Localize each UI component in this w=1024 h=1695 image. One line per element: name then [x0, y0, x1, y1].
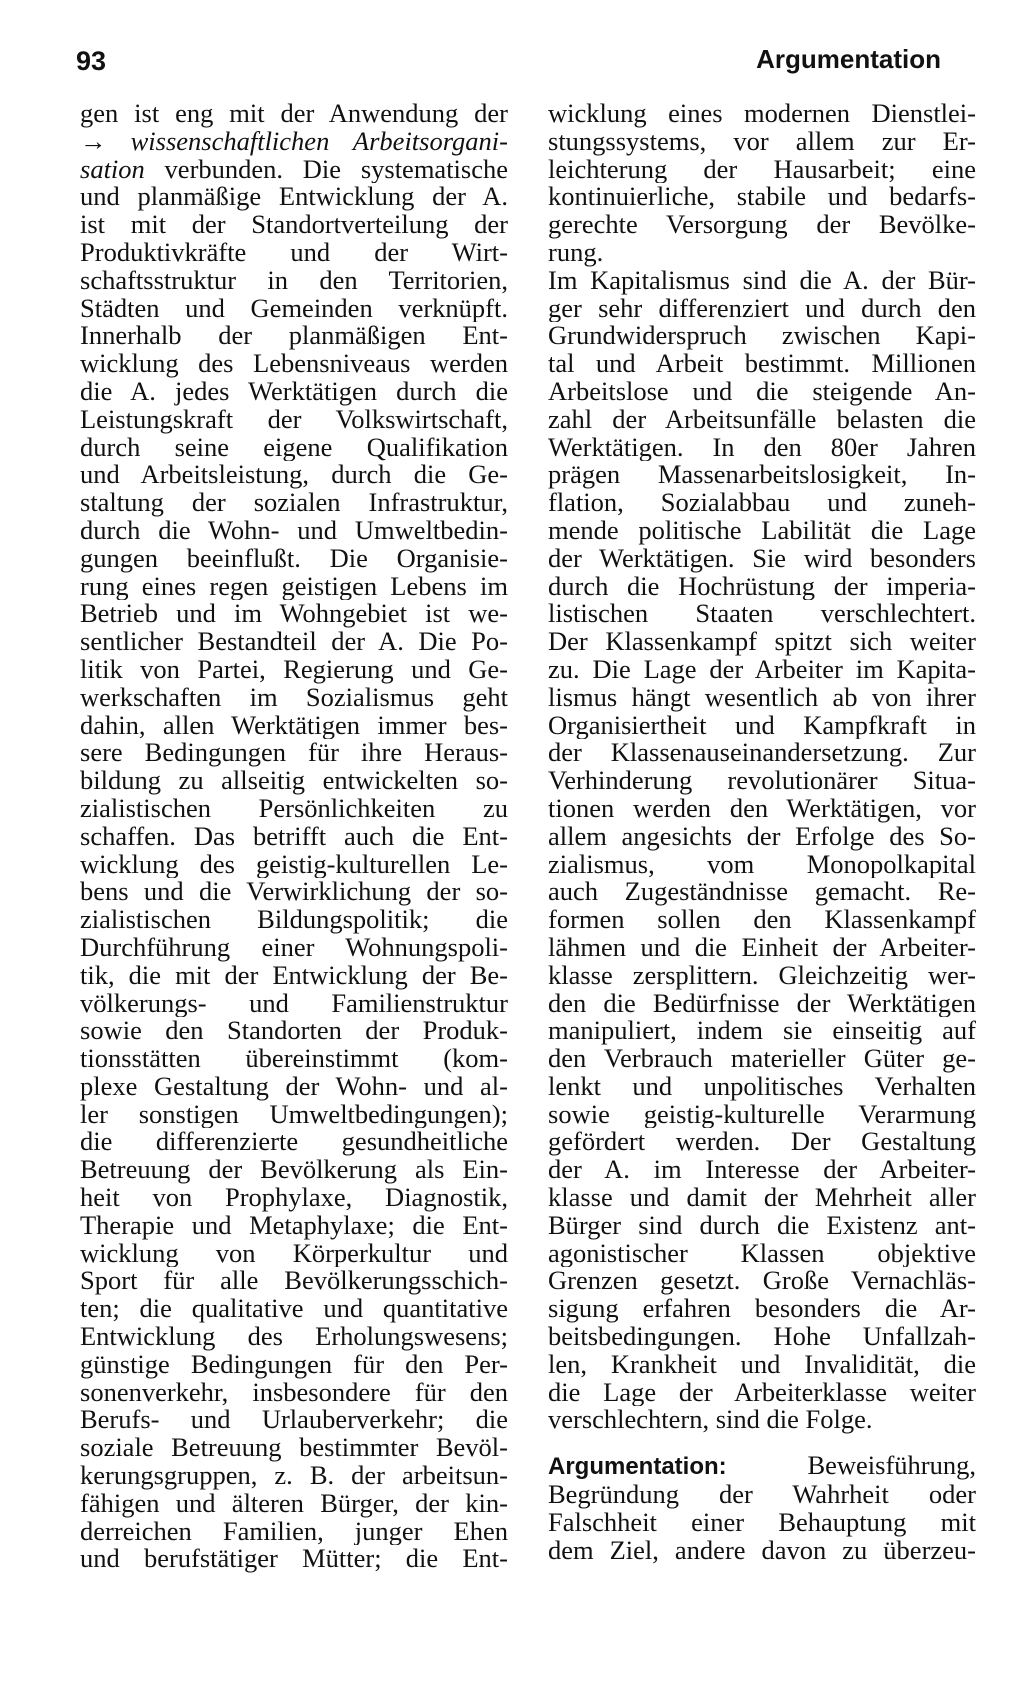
text-line: stungssystems, vor allem zur Er- — [548, 127, 976, 156]
text-line: Therapie und Metaphylaxe; die Ent- — [80, 1211, 508, 1240]
entry-term: Argumentation: — [548, 1453, 727, 1481]
text-line: gerechte Versorgung der Bevölke- — [548, 211, 976, 239]
text-line: Leistungskraft der Volkswirtschaft, — [80, 405, 508, 434]
text-line: allem angesichts der Erfolge des So- — [548, 822, 976, 851]
text-line: Der Klassenkampf spitzt sich weiter — [548, 628, 976, 656]
text-line: len, Krankheit und Invalidität, die — [548, 1350, 976, 1379]
text-line: wicklung des geistig-kulturellen Le- — [80, 850, 508, 879]
text-line: dem Ziel, andere davon zu überzeu- — [548, 1536, 976, 1565]
text-line: und Arbeitsleistung, durch die Ge- — [80, 461, 508, 490]
text-line: lenkt und unpolitisches Verhalten — [548, 1072, 976, 1101]
text-line: soziale Betreuung bestimmter Bevöl- — [80, 1434, 508, 1463]
text-line: Entwicklung des Erholungswesens; — [80, 1323, 508, 1351]
text-line: lismus hängt wesentlich ab von ihrer — [548, 683, 976, 712]
text-line: schaffen. Das betrifft auch die Ent- — [80, 822, 508, 851]
text-line: schaftsstruktur in den Territorien, — [80, 266, 508, 295]
text-line: den Verbrauch materieller Güter ge- — [548, 1045, 976, 1073]
page-number: 93 — [76, 46, 107, 76]
text-line: ger sehr differenziert und durch den — [548, 294, 976, 323]
text-line: Arbeitslose und die steigende An- — [548, 377, 976, 406]
text-line: Im Kapitalismus sind die A. der Bür- — [548, 266, 976, 295]
text-fragment: verbunden. Die systematische — [144, 155, 508, 184]
text-line: tionsstätten übereinstimmt (kom- — [80, 1045, 508, 1073]
text-line: kontinuierliche, stabile und bedarfs- — [548, 183, 976, 212]
text-line: zialismus, vom Monopolkapital — [548, 850, 976, 879]
text-line: flation, Sozialabbau und zuneh- — [548, 489, 976, 517]
text-line: Sport für alle Bevölkerungsschich- — [80, 1267, 508, 1296]
text-line: Städten und Gemeinden verknüpft. — [80, 294, 508, 323]
text-line: günstige Bedingungen für den Per- — [80, 1350, 508, 1379]
text-line-crossref — [80, 128, 508, 156]
text-line: manipuliert, indem sie einseitig auf — [548, 1017, 976, 1046]
text-line: leichterung der Hausarbeit; eine — [548, 155, 976, 184]
text-line: Organisiertheit und Kampfkraft in — [548, 711, 976, 740]
text-line: tionen werden den Werktätigen, vor — [548, 794, 976, 823]
text-line: Betrieb und im Wohngebiet ist we- — [80, 600, 508, 629]
text-line: gen ist eng mit der Anwendung der — [80, 100, 508, 128]
running-head: Argumentation — [756, 44, 941, 74]
text-line: Bürger sind durch die Existenz ant- — [548, 1211, 976, 1240]
text-line: wicklung von Körperkultur und — [80, 1239, 508, 1268]
text-line: beitsbedingungen. Hohe Unfallzah- — [548, 1323, 976, 1351]
text-line: Produktivkräfte und der Wirt- — [80, 238, 508, 267]
text-line: zu. Die Lage der Arbeiter im Kapita- — [548, 655, 976, 684]
text-line: Durchführung einer Wohnungspoli- — [80, 933, 508, 962]
text-line: den die Bedürfnisse der Werktätigen — [548, 989, 976, 1018]
text-line: Werktätigen. In den 80er Jahren — [548, 433, 976, 462]
text-line: plexe Gestaltung der Wohn- und al- — [80, 1072, 508, 1101]
text-line: bildung zu allseitig entwickelten so- — [80, 767, 508, 795]
text-line: ler sonstigen Umweltbedingungen); — [80, 1100, 508, 1129]
text-line: die A. jedes Werktätigen durch die — [80, 377, 508, 406]
text-line: klasse zersplittern. Gleichzeitig wer- — [548, 961, 976, 990]
text-line: ist mit der Standortverteilung der — [80, 211, 508, 239]
text-line: der A. im Interesse der Arbeiter- — [548, 1156, 976, 1185]
text-line: tik, die mit der Entwicklung der Be- — [80, 961, 508, 990]
text-line: zialistischen Persönlichkeiten zu — [80, 794, 508, 823]
text-line: Begründung der Wahrheit oder — [548, 1481, 976, 1509]
text-line: formen sollen den Klassenkampf — [548, 906, 976, 934]
text-line: gefördert werden. Der Gestaltung — [548, 1128, 976, 1157]
text-line: listischen Staaten verschlechtert. — [548, 600, 976, 629]
text-line: derreichen Familien, junger Ehen — [80, 1517, 508, 1546]
text-line: fähigen und älteren Bürger, der kin- — [80, 1489, 508, 1518]
text-line — [80, 156, 508, 184]
text-line: wicklung eines modernen Dienstlei- — [548, 100, 976, 128]
text-line: wicklung des Lebensniveaus werden — [80, 350, 508, 378]
entry-separator — [548, 1434, 976, 1452]
text-line: lähmen und die Einheit der Arbeiter- — [548, 933, 976, 962]
text-line: der Werktätigen. Sie wird besonders — [548, 544, 976, 573]
text-line: dahin, allen Werktätigen immer bes- — [80, 711, 508, 740]
text-line: rung eines regen geistigen Lebens im — [80, 572, 508, 601]
text-line: die differenzierte gesundheitliche — [80, 1128, 508, 1157]
text-line: der Klassenauseinandersetzung. Zur — [548, 739, 976, 768]
text-line: werkschaften im Sozialismus geht — [80, 683, 508, 712]
text-line: sere Bedingungen für ihre Heraus- — [80, 739, 508, 768]
cross-reference-term[interactable]: wissenschaftlichen Arbeitsorgani- — [130, 127, 508, 156]
text-line: Falschheit einer Behauptung mit — [548, 1508, 976, 1537]
right-column — [548, 100, 976, 1564]
text-line: auch Zugeständnisse gemacht. Re- — [548, 878, 976, 907]
text-line: und planmäßige Entwicklung der A. — [80, 183, 508, 212]
text-line: agonistischer Klassen objektive — [548, 1239, 976, 1268]
text-line: staltung der sozialen Infrastruktur, — [80, 489, 508, 517]
text-line: durch seine eigene Qualifikation — [80, 433, 508, 462]
text-line: zahl der Arbeitsunfälle belasten die — [548, 405, 976, 434]
text-line: Grundwiderspruch zwischen Kapi- — [548, 322, 976, 351]
text-line: sowie den Standorten der Produk- — [80, 1017, 508, 1046]
text-line: die Lage der Arbeiterklasse weiter — [548, 1378, 976, 1407]
text-line: rung. — [548, 238, 604, 267]
text-line: durch die Wohn- und Umweltbedin- — [80, 516, 508, 545]
text-line: Innerhalb der planmäßigen Ent- — [80, 322, 508, 351]
entry-definition-start: Beweisführung, — [726, 1452, 976, 1481]
text-line: heit von Prophylaxe, Diagnostik, — [80, 1184, 508, 1212]
text-line: Grenzen gesetzt. Große Vernachläs- — [548, 1267, 976, 1296]
text-line: völkerungs- und Familienstruktur — [80, 989, 508, 1018]
text-line: prägen Massenarbeitslosigkeit, In- — [548, 461, 976, 490]
text-line: sonenverkehr, insbesondere für den — [80, 1378, 508, 1407]
left-column — [80, 100, 508, 1573]
text-line: Betreuung der Bevölkerung als Ein- — [80, 1156, 508, 1185]
cross-reference-arrow: → — [80, 127, 107, 156]
text-line: sigung erfahren besonders die Ar- — [548, 1295, 976, 1324]
text-line: kerungsgruppen, z. B. der arbeitsun- — [80, 1462, 508, 1490]
text-line: ten; die qualitative und quantitative — [80, 1295, 508, 1324]
entry-headline — [548, 1452, 976, 1481]
text-line: bens und die Verwirklichung der so- — [80, 878, 508, 907]
text-line: zialistischen Bildungspolitik; die — [80, 906, 508, 934]
text-line: klasse und damit der Mehrheit aller — [548, 1184, 976, 1212]
text-line: sowie geistig-kulturelle Verarmung — [548, 1100, 976, 1129]
text-line: durch die Hochrüstung der imperia- — [548, 572, 976, 601]
text-line: und berufstätiger Mütter; die Ent- — [80, 1545, 508, 1574]
text-line: Berufs- und Urlauberverkehr; die — [80, 1406, 508, 1435]
text-line: gungen beeinflußt. Die Organisie- — [80, 544, 508, 573]
text-line: mende politische Labilität die Lage — [548, 516, 976, 545]
cross-reference-term-end[interactable]: sation — [80, 155, 145, 184]
text-line: litik von Partei, Regierung und Ge- — [80, 655, 508, 684]
text-line: verschlechtern, sind die Folge. — [548, 1406, 873, 1435]
text-line: tal und Arbeit bestimmt. Millionen — [548, 350, 976, 378]
text-line: sentlicher Bestandteil der A. Die Po- — [80, 628, 508, 656]
text-line: Verhinderung revolutionärer Situa- — [548, 767, 976, 795]
